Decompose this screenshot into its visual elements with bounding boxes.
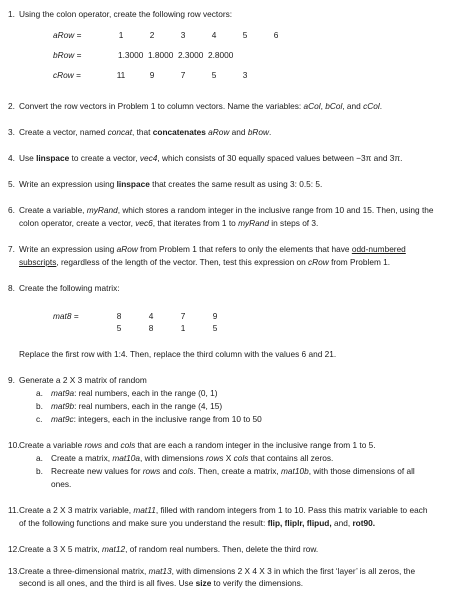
arow-label: aRow = bbox=[53, 30, 82, 40]
problem-text: Convert the row vectors in Problem 1 to column vectors. Name the variables: aCol, bCol, and cCol. bbox=[19, 101, 382, 111]
problem-number: 8. bbox=[8, 283, 15, 293]
subitem-label: a. bbox=[36, 388, 43, 398]
problem-text: Create a variable rows and cols that are each a random integer in the inclusive range from 1 to 5. bbox=[19, 440, 376, 450]
subitem-label: c. bbox=[36, 414, 43, 424]
problem-number: 7. bbox=[8, 244, 15, 254]
crow-value: 5 bbox=[211, 70, 217, 80]
problem-text: Write an expression using linspace that creates the same result as using 3: 0.5: 5. bbox=[19, 179, 323, 189]
problem-text-line: Create a three-dimensional matrix, mat13, with dimensions 2 X 4 X 3 in which the first ‘layer’ is all zeros, the bbox=[19, 566, 416, 576]
problem-number: 11. bbox=[8, 505, 19, 515]
problem-number: 3. bbox=[8, 127, 15, 137]
crow-value: 9 bbox=[149, 70, 155, 80]
problem-number: 2. bbox=[8, 101, 15, 111]
arow-value: 6 bbox=[273, 30, 279, 40]
problem-text-line: colon operator, create a vector, vec6, that iterates from 1 to myRand in steps of 3. bbox=[19, 218, 319, 228]
arow-value: 3 bbox=[180, 30, 186, 40]
subitem-label: b. bbox=[36, 466, 43, 476]
arow-value: 2 bbox=[149, 30, 155, 40]
matrix-cell: 4 bbox=[148, 311, 154, 321]
problem-text-line: of the following functions and make sure you understand the result: flip, fliplr, flipud, and, rot90. bbox=[19, 518, 376, 528]
problem-text-line: subscripts, regardless of the length of the vector. Then, test this expression on cRow from Problem 1. bbox=[19, 257, 391, 267]
subitem-text: mat9c: integers, each in the inclusive range from 10 to 50 bbox=[51, 414, 262, 424]
matrix-cell: 5 bbox=[116, 323, 122, 333]
subitem-text: Recreate new values for rows and cols. Then, create a matrix, mat10b, with those dimensions of all bbox=[51, 466, 415, 476]
problem-number: 1. bbox=[8, 9, 15, 19]
problem-number: 5. bbox=[8, 179, 15, 189]
problem-text-line: Write an expression using aRow from Problem 1 that refers to only the elements that have odd-numbered bbox=[19, 244, 406, 254]
brow-label: bRow = bbox=[53, 50, 82, 60]
matrix-label: mat8 = bbox=[53, 311, 79, 321]
matrix-cell: 7 bbox=[180, 311, 186, 321]
arow-value: 5 bbox=[242, 30, 248, 40]
problem-text-line: Create a variable, myRand, which stores a random integer in the inclusive range from 10 and 15. Then, using the bbox=[19, 205, 434, 215]
problem-text: Create a vector, named concat, that concatenates aRow and bRow. bbox=[19, 127, 272, 137]
subitem-text: Create a matrix, mat10a, with dimensions rows X cols that contains all zeros. bbox=[51, 453, 334, 463]
crow-value: 7 bbox=[180, 70, 186, 80]
subitem-text: mat9b: real numbers, each in the range (4, 15) bbox=[51, 401, 223, 411]
problem-text-line: Create a 2 X 3 matrix variable, mat11, filled with random integers from 1 to 10. Pass this matrix variable to each bbox=[19, 505, 428, 515]
problem-text: Generate a 2 X 3 matrix of random bbox=[19, 375, 147, 385]
matrix-cell: 1 bbox=[180, 323, 186, 333]
arow-value: 4 bbox=[211, 30, 217, 40]
crow-value: 3 bbox=[242, 70, 248, 80]
matrix-cell: 8 bbox=[116, 311, 122, 321]
problem-text: Using the colon operator, create the following row vectors: bbox=[19, 9, 233, 19]
problem-text: Create a 3 X 5 matrix, mat12, of random real numbers. Then, delete the third row. bbox=[19, 544, 319, 554]
problem-text: Use linspace to create a vector, vec4, which consists of 30 equally spaced values between −3π and 3π. bbox=[19, 153, 403, 163]
problem-text: Create the following matrix: bbox=[19, 283, 120, 293]
problem-number: 9. bbox=[8, 375, 15, 385]
problem-number: 10. bbox=[8, 440, 20, 450]
brow-values: 1.3000 1.8000 2.3000 2.8000 bbox=[118, 50, 234, 60]
matrix-cell: 8 bbox=[148, 323, 154, 333]
problem-number: 4. bbox=[8, 153, 15, 163]
problem-text: Replace the first row with 1:4. Then, replace the third column with the values 6 and 21. bbox=[19, 349, 337, 359]
matrix-cell: 5 bbox=[212, 323, 218, 333]
subitem-label: b. bbox=[36, 401, 43, 411]
problem-text-line: second is all ones, and the third is all fives. Use size to verify the dimensions. bbox=[19, 578, 304, 588]
crow-value: 11 bbox=[116, 70, 126, 80]
arow-value: 1 bbox=[118, 30, 124, 40]
subitem-label: a. bbox=[36, 453, 43, 463]
subitem-text-continued: ones. bbox=[51, 479, 72, 489]
subitem-text: mat9a: real numbers, each in the range (0, 1) bbox=[51, 388, 218, 398]
problem-number: 13. bbox=[8, 566, 20, 576]
crow-label: cRow = bbox=[53, 70, 81, 80]
problem-number: 6. bbox=[8, 205, 15, 215]
matrix-cell: 9 bbox=[212, 311, 218, 321]
problem-number: 12. bbox=[8, 544, 20, 554]
